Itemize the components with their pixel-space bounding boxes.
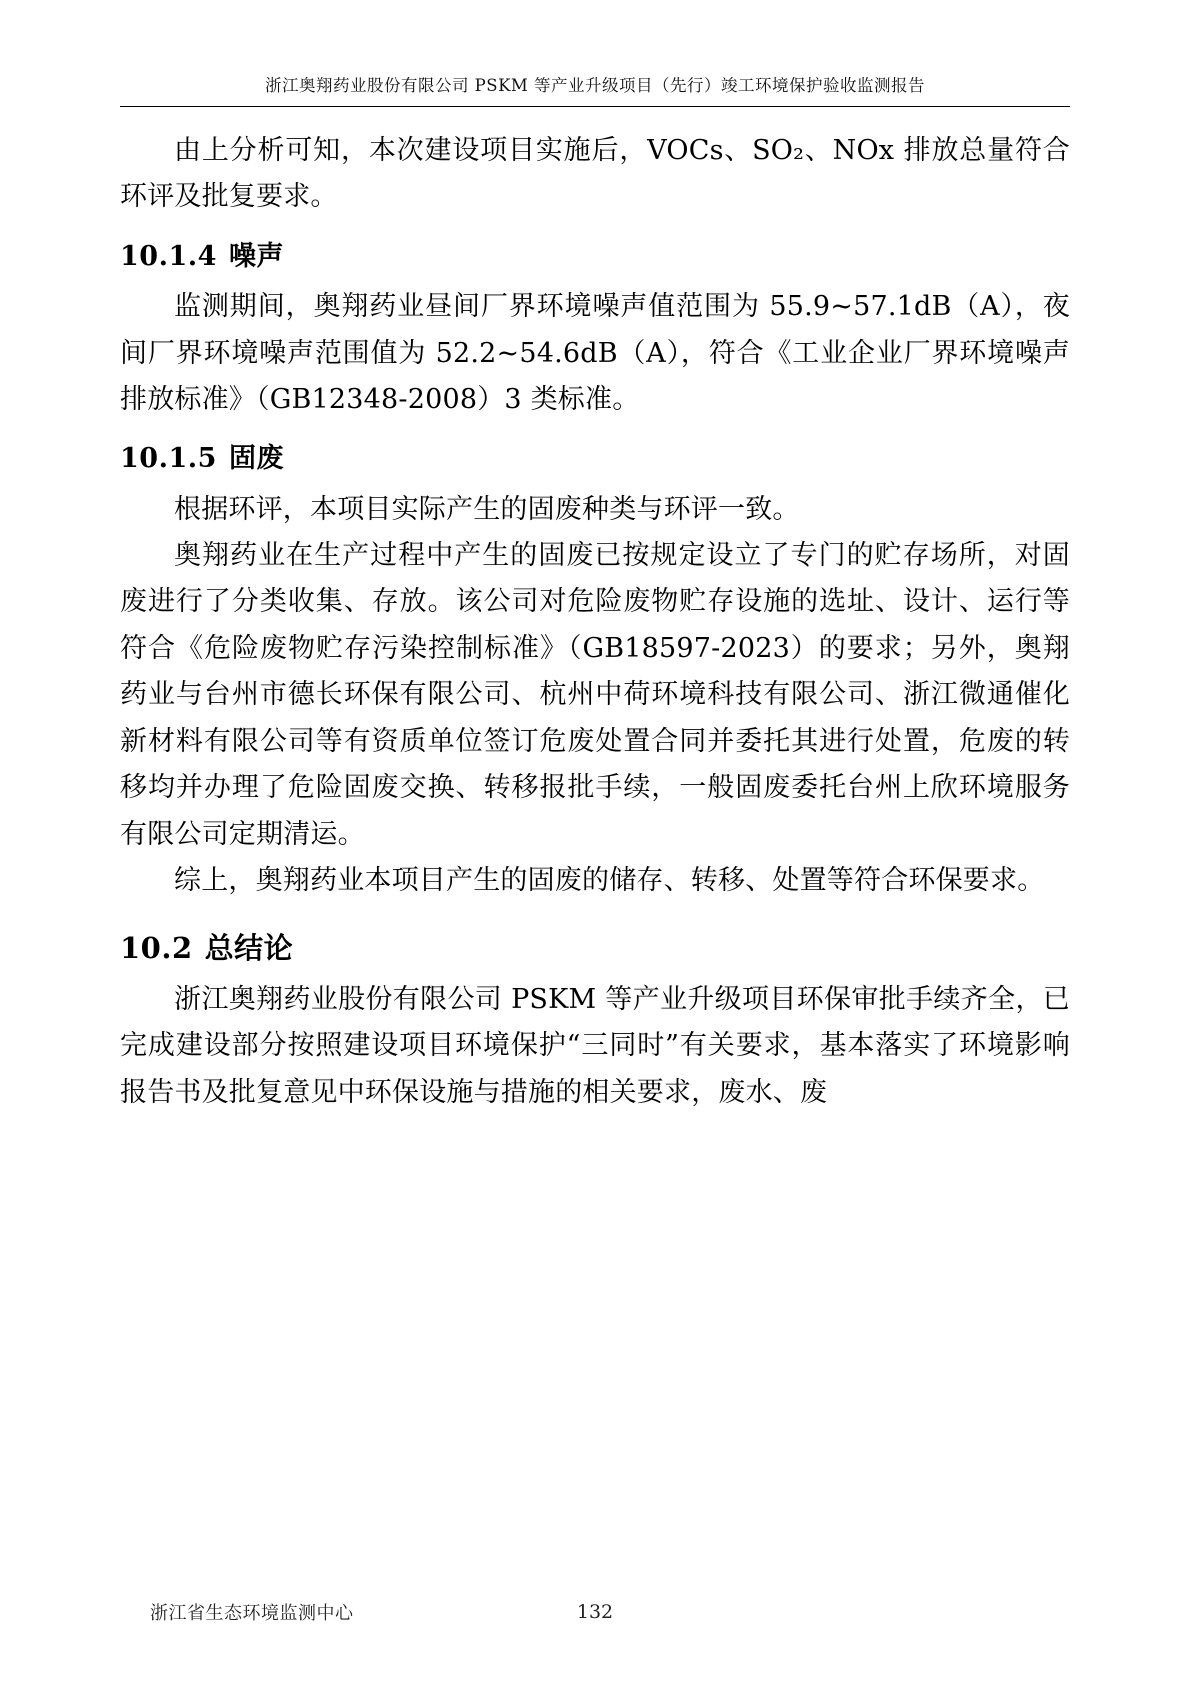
paragraph-solid-waste-2: 奥翔药业在生产过程中产生的固废已按规定设立了专门的贮存场所，对固废进行了分类收集、存放。该公司对危险废物贮存设施的选址、设计、运行等符合《危险废物贮存污染控制标准》（GB18597-2023）的要求；另外，奥翔药业与台州市德长环保有限公司、杭州中荷环境科技有限公司、浙江微通催化新材料有限公司等有资质单位签订危废处置合同并委托其进行处置，危废的转移均并办理了危险固废交换、转移报批手续，一般固废委托台州上欣环境服务有限公司定期清运。 xyxy=(120,540,1070,850)
footer-organization: 浙江省生态环境监测中心 xyxy=(150,1603,354,1624)
paragraph-solid-waste-3: 综上，奥翔药业本项目产生的固废的储存、转移、处置等符合环保要求。 xyxy=(174,865,1045,897)
heading-10-2-text: 总结论 xyxy=(204,930,294,965)
heading-10-1-5-number: 10.1.5 xyxy=(120,443,217,475)
paragraph-intro: 由上分析可知，本次建设项目实施后，VOCs、SO₂、NOx 排放总量符合环评及批复要求。 xyxy=(120,135,1070,213)
page-content xyxy=(120,128,1070,1116)
heading-10-1-5-text: 固废 xyxy=(228,443,284,475)
heading-10-1-4-text: 噪声 xyxy=(228,240,284,272)
heading-10-1-4-number: 10.1.4 xyxy=(120,240,217,272)
footer-page-number: 132 xyxy=(576,1601,614,1623)
heading-10-1-4 xyxy=(120,235,1070,278)
paragraph-solid-waste-1: 根据环评，本项目实际产生的固废种类与环评一致。 xyxy=(174,493,800,525)
heading-10-2-number: 10.2 xyxy=(120,930,193,965)
paragraph-conclusion: 浙江奥翔药业股份有限公司 PSKM 等产业升级项目环保审批手续齐全，已完成建设部分按照建设项目环境保护“三同时”有关要求，基本落实了环境影响报告书及批复意见中环保设施与措施的相关要求，废水、废 xyxy=(120,983,1070,1108)
paragraph-noise: 监测期间，奥翔药业昼间厂界环境噪声值范围为 55.9~57.1dB（A），夜间厂界环境噪声范围值为 52.2~54.6dB（A），符合《工业企业厂界环境噪声排放标准》（GB12348-2008）3 类标准。 xyxy=(120,291,1070,415)
page-footer xyxy=(150,1599,1040,1625)
heading-10-1-5 xyxy=(120,437,1070,480)
page-header: 浙江奥翔药业股份有限公司 PSKM 等产业升级项目（先行）竣工环境保护验收监测报告 xyxy=(120,72,1070,107)
heading-10-2 xyxy=(120,925,1070,971)
